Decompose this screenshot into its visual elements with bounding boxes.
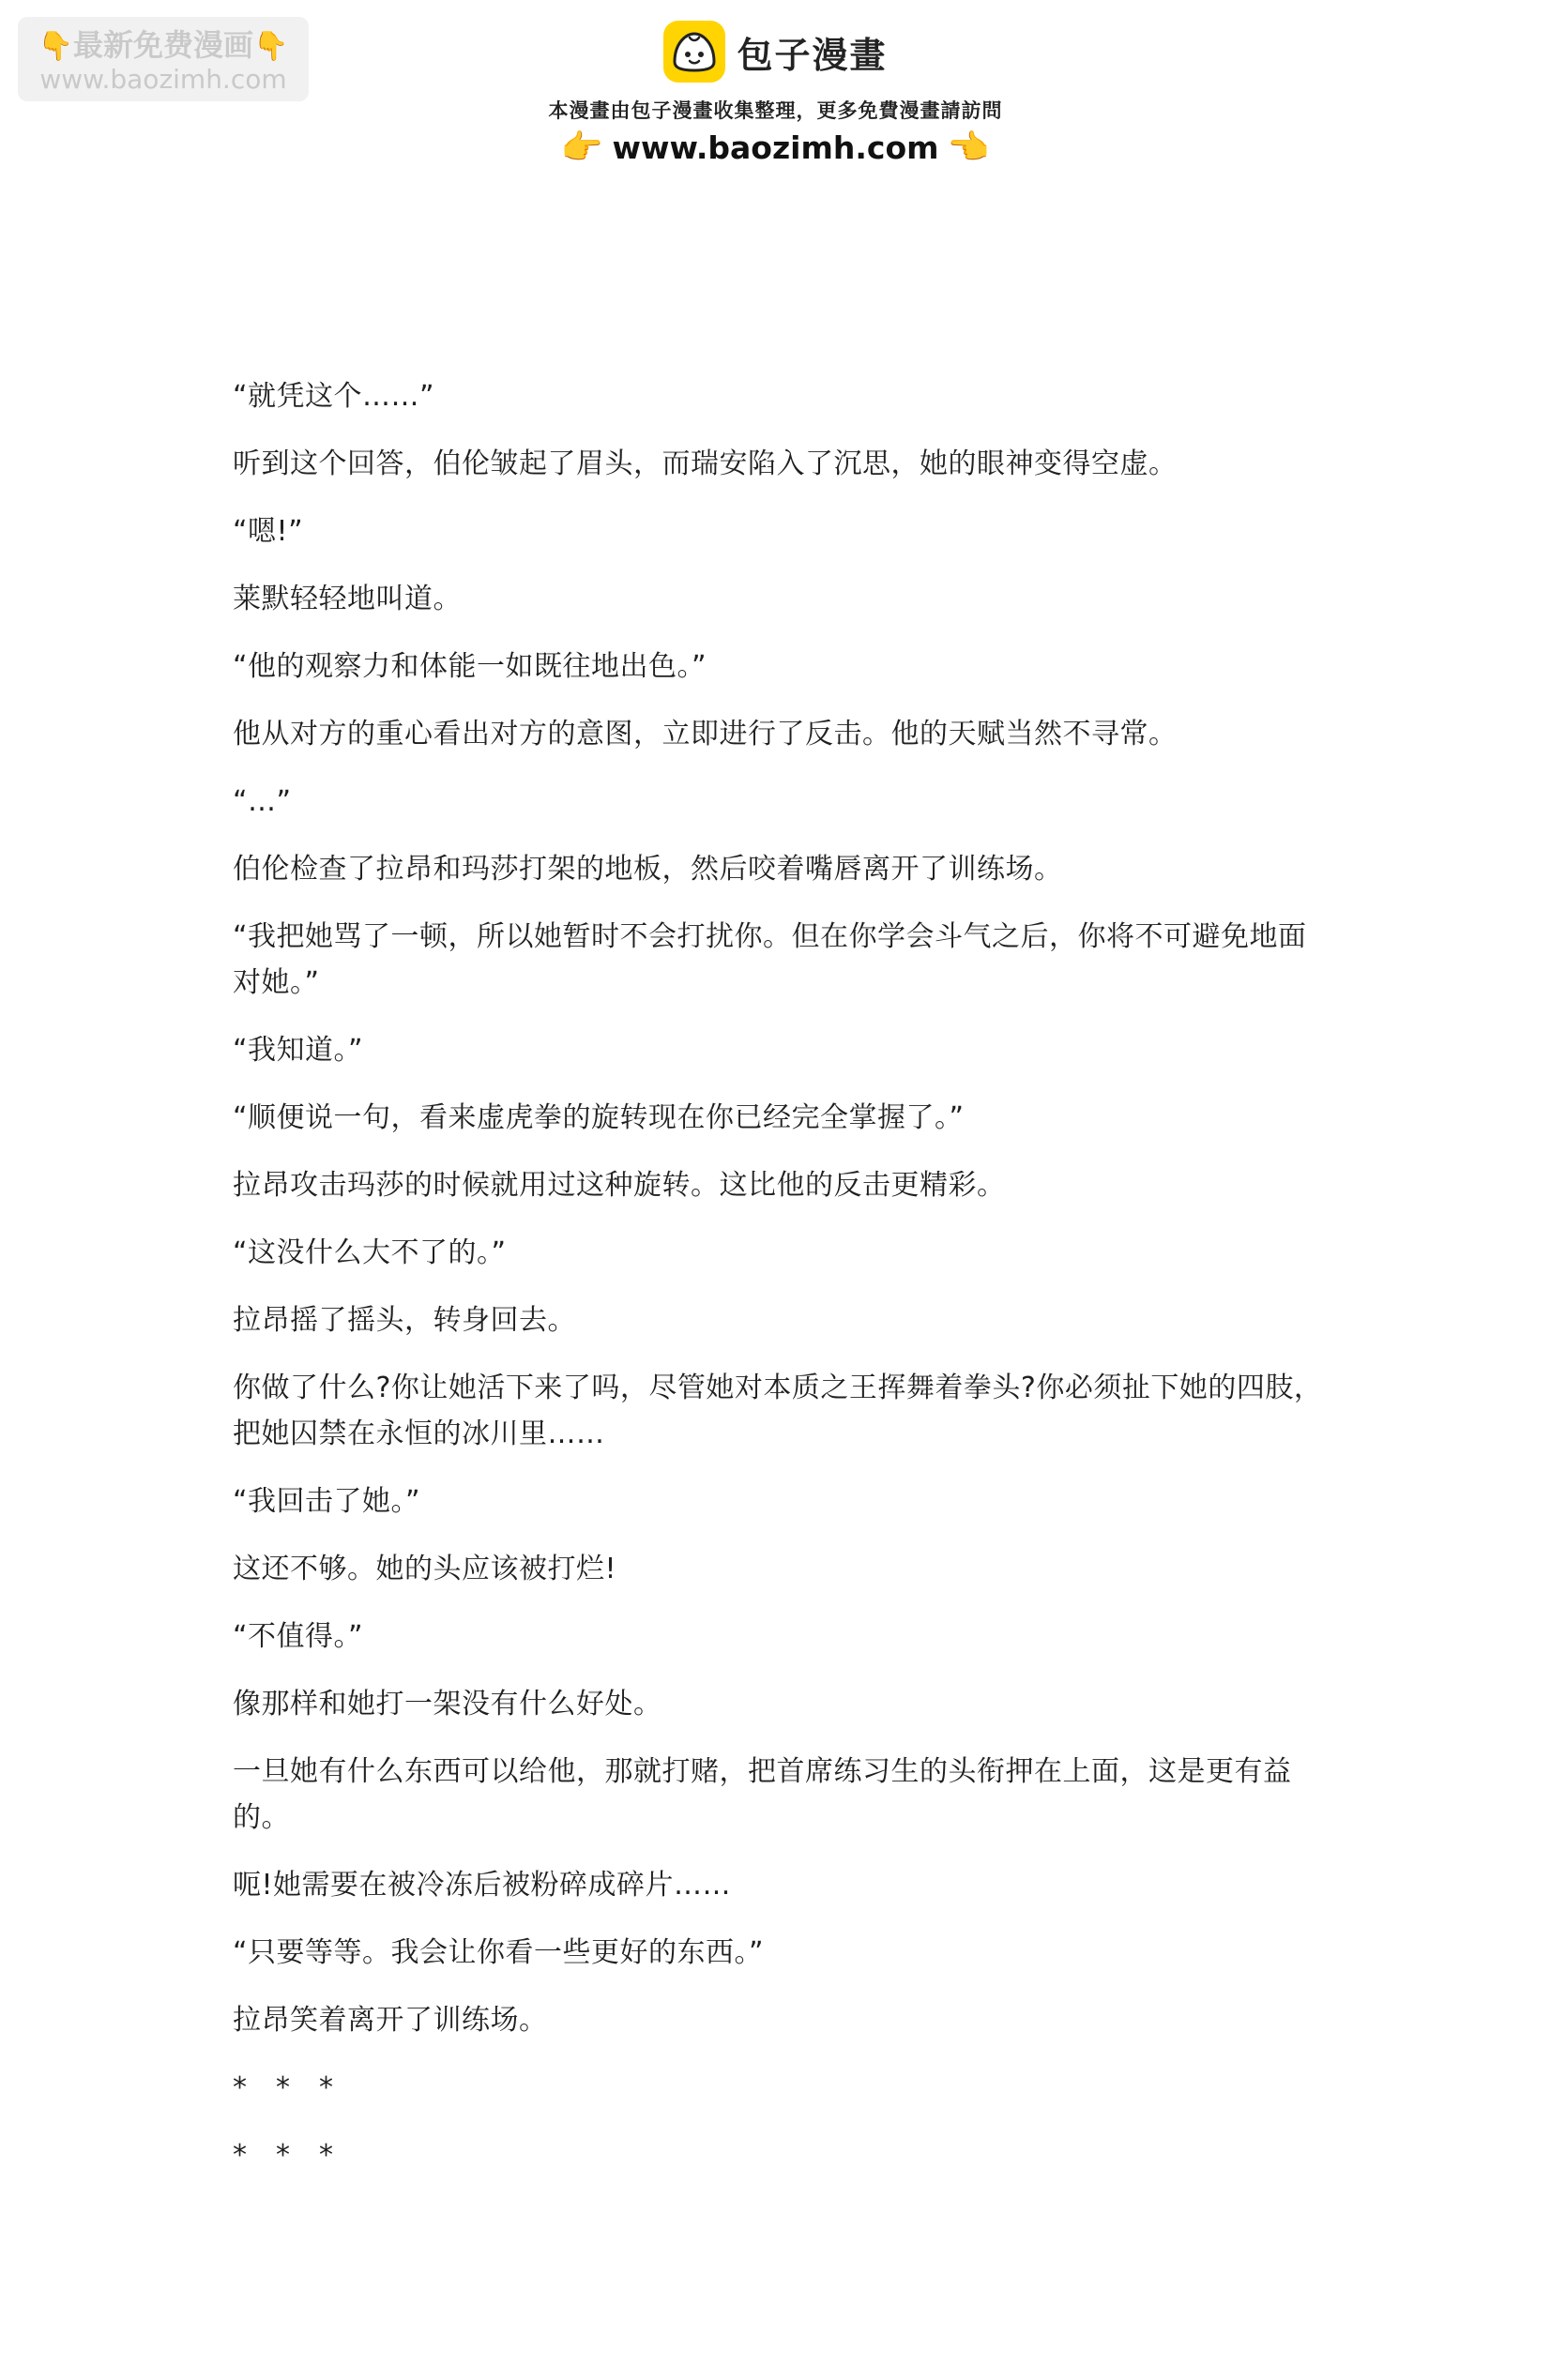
brand-name: 包子漫畫 [737,34,888,76]
site-header [0,21,1551,167]
pointing-left-hand-icon: 👉 [948,129,991,167]
paragraph: 他从对方的重心看出对方的意图，立即进行了反击。他的天赋当然不寻常。 [233,718,1178,750]
paragraph: “他的观察力和体能一如既往地出色。” [233,650,707,683]
paragraph: “我把她骂了一顿，所以她暂时不会打扰你。但在你学会斗气之后，你将不可避免地面对她。” [233,920,1307,999]
paragraph: “只要等等。我会让你看一些更好的东西。” [233,1936,765,1969]
pointing-right-hand-icon: 👉 [560,129,603,167]
paragraph: 伯伦检查了拉昂和玛莎打架的地板，然后咬着嘴唇离开了训练场。 [233,853,1063,886]
section-break: * * * [233,2071,334,2104]
paragraph: “不值得。” [233,1620,364,1653]
pointing-down-hand-icon: 👇 [38,30,73,63]
brand-row[interactable] [663,21,887,83]
paragraph: 这还不够。她的头应该被打烂! [233,1553,617,1585]
paragraph: 呃!她需要在被冷冻后被粉碎成碎片…… [233,1869,732,1902]
paragraph: “…” [233,785,292,818]
paragraph: 莱默轻轻地叫道。 [233,583,462,615]
paragraph: 拉昂笑着离开了训练场。 [233,2004,548,2037]
paragraph: 拉昂摇了摇头，转身回去。 [233,1304,576,1337]
paragraph: “我回击了她。” [233,1485,421,1518]
watermark-title-text: 最新免费漫画 [72,27,253,63]
paragraph: 一旦她有什么东西可以给他，那就打赌，把首席练习生的头衔押在上面，这是更有益的。 [233,1755,1292,1834]
section-break: * * * [233,2139,334,2172]
chapter-text [233,373,1331,2200]
bun-logo-icon [663,21,725,83]
paragraph: 你做了什么?你让她活下来了吗，尽管她对本质之王挥舞着拳头?你必须扯下她的四肢，把她囚禁在永恒的冰川里…… [233,1372,1323,1450]
site-url-link[interactable]: www.baozimh.com [612,129,939,166]
paragraph: 听到这个回答，伯伦皱起了眉头，而瑞安陷入了沉思，她的眼神变得空虚。 [233,447,1178,480]
paragraph: 像那样和她打一架没有什么好处。 [233,1688,662,1721]
paragraph: “嗯!” [233,515,304,548]
paragraph: “就凭这个……” [233,380,435,413]
paragraph: “顺便说一句，看来虚虎拳的旋转现在你已经完全掌握了。” [233,1101,965,1134]
watermark-url: www.baozimh.com [39,64,287,95]
site-link-row[interactable] [561,128,991,167]
paragraph: 拉昂攻击玛莎的时候就用过这种旋转。这比他的反击更精彩。 [233,1169,1006,1202]
pointing-down-hand-icon: 👇 [253,30,289,63]
tagline: 本漫畫由包子漫畫收集整理，更多免費漫畫請訪問 [548,99,1003,122]
paragraph: “我知道。” [233,1034,364,1067]
paragraph: “这没什么大不了的。” [233,1236,507,1269]
